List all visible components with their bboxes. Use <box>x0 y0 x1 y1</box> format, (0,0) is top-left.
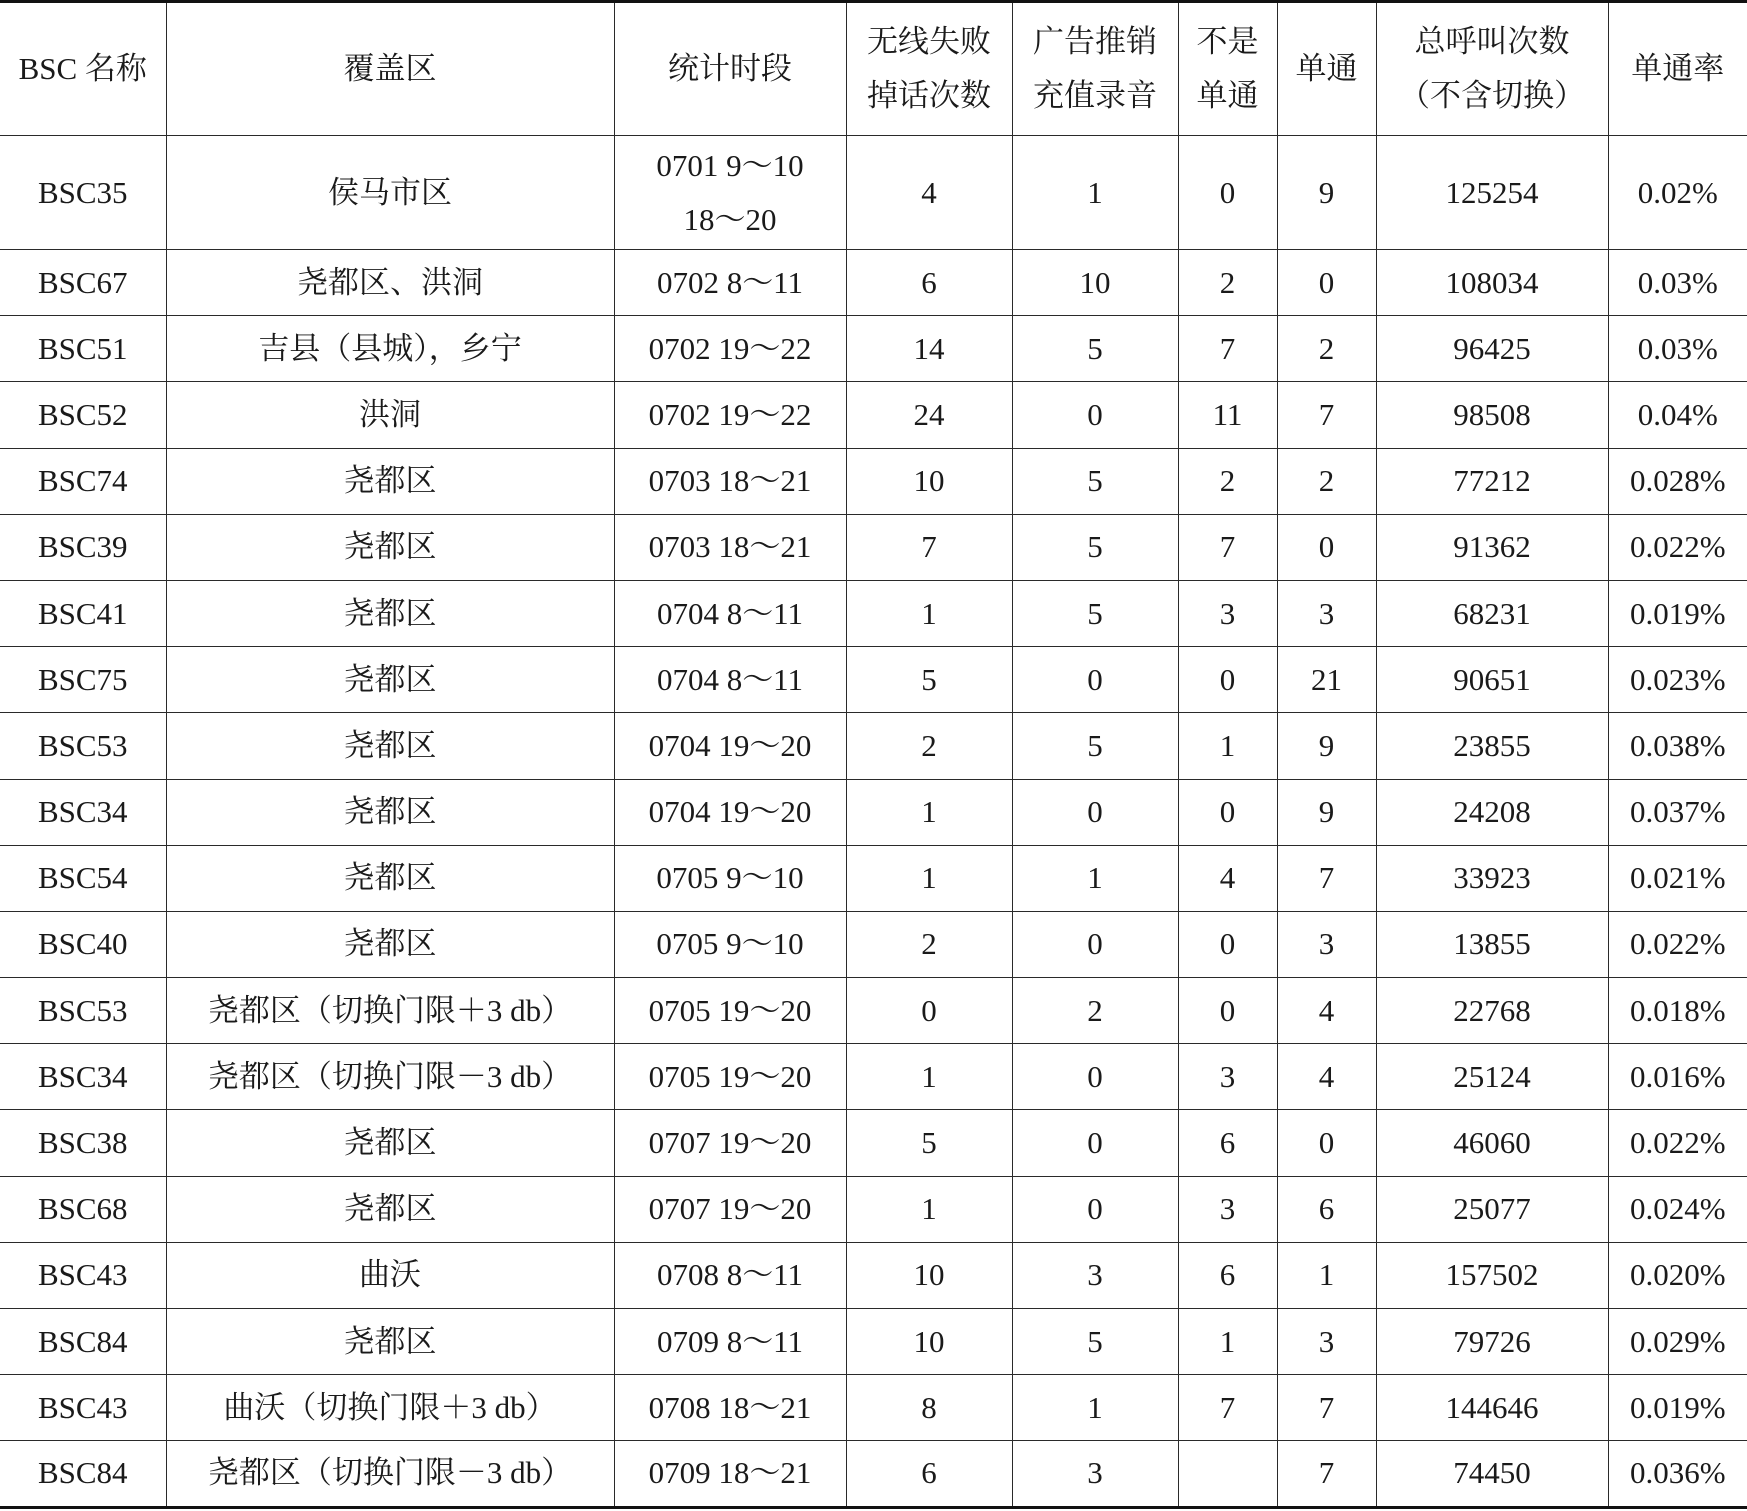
header-not-single-pass: 不是 单通 <box>1178 2 1277 136</box>
cell-not-single-pass <box>1178 1441 1277 1507</box>
cell-total-calls: 23855 <box>1376 713 1608 779</box>
cell-ad-promo-recording: 5 <box>1012 1309 1178 1375</box>
cell-single-pass-rate: 0.037% <box>1608 779 1747 845</box>
table-row <box>0 779 1747 845</box>
cell-ad-promo-recording: 1 <box>1012 845 1178 911</box>
cell-single-pass: 0 <box>1277 1110 1376 1176</box>
cell-not-single-pass: 3 <box>1178 1176 1277 1242</box>
cell-wireless-fail-drops: 4 <box>846 136 1012 250</box>
cell-single-pass: 7 <box>1277 1441 1376 1507</box>
cell-not-single-pass: 0 <box>1178 911 1277 977</box>
cell-wireless-fail-drops: 1 <box>846 1176 1012 1242</box>
cell-coverage-area: 尧都区 <box>166 911 614 977</box>
cell-total-calls: 90651 <box>1376 647 1608 713</box>
table-row <box>0 1242 1747 1308</box>
cell-single-pass: 7 <box>1277 382 1376 448</box>
header-row <box>0 2 1747 136</box>
cell-coverage-area: 尧都区 <box>166 580 614 646</box>
cell-coverage-area: 尧都区 <box>166 713 614 779</box>
cell-ad-promo-recording: 0 <box>1012 1044 1178 1110</box>
cell-single-pass-rate: 0.020% <box>1608 1242 1747 1308</box>
cell-ad-promo-recording: 0 <box>1012 1110 1178 1176</box>
table-row <box>0 1110 1747 1176</box>
cell-stat-period: 0705 9～10 <box>614 845 846 911</box>
cell-wireless-fail-drops: 2 <box>846 713 1012 779</box>
cell-single-pass: 9 <box>1277 713 1376 779</box>
cell-ad-promo-recording: 10 <box>1012 250 1178 316</box>
cell-wireless-fail-drops: 1 <box>846 580 1012 646</box>
cell-single-pass: 7 <box>1277 845 1376 911</box>
cell-total-calls: 25077 <box>1376 1176 1608 1242</box>
cell-coverage-area: 尧都区 <box>166 514 614 580</box>
header-stat-period: 统计时段 <box>614 2 846 136</box>
cell-stat-period: 0704 8～11 <box>614 580 846 646</box>
cell-not-single-pass: 2 <box>1178 448 1277 514</box>
cell-single-pass: 21 <box>1277 647 1376 713</box>
cell-total-calls: 74450 <box>1376 1441 1608 1507</box>
cell-single-pass: 3 <box>1277 580 1376 646</box>
table-row <box>0 713 1747 779</box>
cell-bsc-name: BSC35 <box>0 136 166 250</box>
cell-not-single-pass: 7 <box>1178 1375 1277 1441</box>
cell-stat-period: 0708 8～11 <box>614 1242 846 1308</box>
cell-wireless-fail-drops: 6 <box>846 1441 1012 1507</box>
cell-total-calls: 22768 <box>1376 978 1608 1044</box>
cell-single-pass-rate: 0.036% <box>1608 1441 1747 1507</box>
cell-not-single-pass: 4 <box>1178 845 1277 911</box>
cell-single-pass-rate: 0.021% <box>1608 845 1747 911</box>
header-ad-promo-recording: 广告推销 充值录音 <box>1012 2 1178 136</box>
cell-total-calls: 79726 <box>1376 1309 1608 1375</box>
cell-coverage-area: 吉县（县城），乡宁 <box>166 316 614 382</box>
cell-total-calls: 98508 <box>1376 382 1608 448</box>
table-row <box>0 911 1747 977</box>
table-row <box>0 647 1747 713</box>
cell-ad-promo-recording: 5 <box>1012 514 1178 580</box>
cell-stat-period: 0709 18～21 <box>614 1441 846 1507</box>
cell-single-pass-rate: 0.02% <box>1608 136 1747 250</box>
cell-coverage-area: 尧都区 <box>166 647 614 713</box>
cell-not-single-pass: 6 <box>1178 1242 1277 1308</box>
cell-stat-period: 0707 19～20 <box>614 1176 846 1242</box>
cell-stat-period: 0702 8～11 <box>614 250 846 316</box>
cell-single-pass-rate: 0.024% <box>1608 1176 1747 1242</box>
cell-stat-period: 0704 19～20 <box>614 779 846 845</box>
cell-stat-period: 0701 9～10 18～20 <box>614 136 846 250</box>
cell-total-calls: 33923 <box>1376 845 1608 911</box>
cell-not-single-pass: 0 <box>1178 647 1277 713</box>
cell-ad-promo-recording: 0 <box>1012 1176 1178 1242</box>
cell-not-single-pass: 7 <box>1178 514 1277 580</box>
table-row <box>0 1309 1747 1375</box>
cell-coverage-area: 洪洞 <box>166 382 614 448</box>
table-row <box>0 136 1747 250</box>
cell-single-pass-rate: 0.03% <box>1608 316 1747 382</box>
cell-not-single-pass: 0 <box>1178 978 1277 1044</box>
cell-not-single-pass: 11 <box>1178 382 1277 448</box>
cell-wireless-fail-drops: 1 <box>846 779 1012 845</box>
table-body <box>0 136 1747 1508</box>
table-row <box>0 1375 1747 1441</box>
cell-ad-promo-recording: 5 <box>1012 580 1178 646</box>
cell-ad-promo-recording: 0 <box>1012 911 1178 977</box>
cell-coverage-area: 尧都区 <box>166 1110 614 1176</box>
cell-wireless-fail-drops: 5 <box>846 1110 1012 1176</box>
cell-single-pass: 6 <box>1277 1176 1376 1242</box>
cell-single-pass: 4 <box>1277 978 1376 1044</box>
cell-stat-period: 0705 9～10 <box>614 911 846 977</box>
cell-wireless-fail-drops: 6 <box>846 250 1012 316</box>
table-row <box>0 514 1747 580</box>
header-single-pass-rate: 单通率 <box>1608 2 1747 136</box>
cell-total-calls: 91362 <box>1376 514 1608 580</box>
cell-coverage-area: 尧都区、洪洞 <box>166 250 614 316</box>
table-row <box>0 250 1747 316</box>
cell-single-pass: 9 <box>1277 136 1376 250</box>
cell-wireless-fail-drops: 2 <box>846 911 1012 977</box>
cell-total-calls: 96425 <box>1376 316 1608 382</box>
cell-ad-promo-recording: 5 <box>1012 448 1178 514</box>
cell-ad-promo-recording: 0 <box>1012 779 1178 845</box>
cell-single-pass-rate: 0.029% <box>1608 1309 1747 1375</box>
cell-coverage-area: 曲沃（切换门限＋3 db） <box>166 1375 614 1441</box>
cell-stat-period: 0707 19～20 <box>614 1110 846 1176</box>
cell-total-calls: 77212 <box>1376 448 1608 514</box>
cell-single-pass-rate: 0.038% <box>1608 713 1747 779</box>
cell-bsc-name: BSC43 <box>0 1242 166 1308</box>
cell-ad-promo-recording: 1 <box>1012 136 1178 250</box>
cell-total-calls: 108034 <box>1376 250 1608 316</box>
cell-not-single-pass: 0 <box>1178 136 1277 250</box>
cell-wireless-fail-drops: 8 <box>846 1375 1012 1441</box>
cell-wireless-fail-drops: 10 <box>846 1242 1012 1308</box>
cell-coverage-area: 尧都区（切换门限＋3 db） <box>166 978 614 1044</box>
cell-bsc-name: BSC53 <box>0 713 166 779</box>
cell-single-pass-rate: 0.023% <box>1608 647 1747 713</box>
header-coverage-area: 覆盖区 <box>166 2 614 136</box>
table-row <box>0 316 1747 382</box>
cell-total-calls: 68231 <box>1376 580 1608 646</box>
cell-stat-period: 0702 19～22 <box>614 382 846 448</box>
cell-single-pass: 4 <box>1277 1044 1376 1110</box>
cell-single-pass-rate: 0.022% <box>1608 911 1747 977</box>
cell-bsc-name: BSC40 <box>0 911 166 977</box>
cell-single-pass: 0 <box>1277 250 1376 316</box>
cell-ad-promo-recording: 0 <box>1012 382 1178 448</box>
cell-bsc-name: BSC41 <box>0 580 166 646</box>
cell-stat-period: 0703 18～21 <box>614 514 846 580</box>
cell-ad-promo-recording: 1 <box>1012 1375 1178 1441</box>
cell-single-pass-rate: 0.018% <box>1608 978 1747 1044</box>
cell-bsc-name: BSC75 <box>0 647 166 713</box>
cell-bsc-name: BSC54 <box>0 845 166 911</box>
cell-wireless-fail-drops: 14 <box>846 316 1012 382</box>
cell-not-single-pass: 1 <box>1178 713 1277 779</box>
cell-coverage-area: 尧都区 <box>166 448 614 514</box>
cell-single-pass: 2 <box>1277 316 1376 382</box>
cell-stat-period: 0704 19～20 <box>614 713 846 779</box>
cell-coverage-area: 尧都区（切换门限－3 db） <box>166 1044 614 1110</box>
table-row <box>0 382 1747 448</box>
cell-stat-period: 0702 19～22 <box>614 316 846 382</box>
cell-coverage-area: 尧都区 <box>166 845 614 911</box>
cell-stat-period: 0708 18～21 <box>614 1375 846 1441</box>
cell-bsc-name: BSC51 <box>0 316 166 382</box>
cell-bsc-name: BSC84 <box>0 1309 166 1375</box>
header-wireless-fail-drops: 无线失败 掉话次数 <box>846 2 1012 136</box>
cell-wireless-fail-drops: 1 <box>846 1044 1012 1110</box>
cell-wireless-fail-drops: 7 <box>846 514 1012 580</box>
cell-bsc-name: BSC67 <box>0 250 166 316</box>
cell-single-pass: 3 <box>1277 1309 1376 1375</box>
cell-wireless-fail-drops: 1 <box>846 845 1012 911</box>
cell-ad-promo-recording: 5 <box>1012 713 1178 779</box>
cell-total-calls: 144646 <box>1376 1375 1608 1441</box>
cell-single-pass-rate: 0.016% <box>1608 1044 1747 1110</box>
cell-not-single-pass: 0 <box>1178 779 1277 845</box>
cell-total-calls: 24208 <box>1376 779 1608 845</box>
cell-wireless-fail-drops: 10 <box>846 448 1012 514</box>
cell-single-pass-rate: 0.028% <box>1608 448 1747 514</box>
table-row <box>0 580 1747 646</box>
cell-wireless-fail-drops: 5 <box>846 647 1012 713</box>
cell-not-single-pass: 7 <box>1178 316 1277 382</box>
cell-ad-promo-recording: 0 <box>1012 647 1178 713</box>
cell-not-single-pass: 6 <box>1178 1110 1277 1176</box>
cell-wireless-fail-drops: 10 <box>846 1309 1012 1375</box>
cell-bsc-name: BSC43 <box>0 1375 166 1441</box>
cell-single-pass-rate: 0.019% <box>1608 580 1747 646</box>
cell-ad-promo-recording: 3 <box>1012 1441 1178 1507</box>
table-row <box>0 1044 1747 1110</box>
cell-total-calls: 157502 <box>1376 1242 1608 1308</box>
cell-total-calls: 25124 <box>1376 1044 1608 1110</box>
cell-total-calls: 13855 <box>1376 911 1608 977</box>
cell-not-single-pass: 3 <box>1178 1044 1277 1110</box>
cell-not-single-pass: 2 <box>1178 250 1277 316</box>
header-single-pass: 单通 <box>1277 2 1376 136</box>
cell-stat-period: 0704 8～11 <box>614 647 846 713</box>
table-row <box>0 845 1747 911</box>
cell-single-pass-rate: 0.022% <box>1608 1110 1747 1176</box>
header-bsc-name: BSC 名称 <box>0 2 166 136</box>
cell-stat-period: 0709 8～11 <box>614 1309 846 1375</box>
cell-single-pass: 3 <box>1277 911 1376 977</box>
cell-bsc-name: BSC68 <box>0 1176 166 1242</box>
cell-single-pass-rate: 0.022% <box>1608 514 1747 580</box>
table-row <box>0 1176 1747 1242</box>
cell-single-pass-rate: 0.019% <box>1608 1375 1747 1441</box>
cell-bsc-name: BSC74 <box>0 448 166 514</box>
cell-coverage-area: 侯马市区 <box>166 136 614 250</box>
header-total-calls: 总呼叫次数 （不含切换） <box>1376 2 1608 136</box>
cell-single-pass-rate: 0.04% <box>1608 382 1747 448</box>
cell-single-pass: 1 <box>1277 1242 1376 1308</box>
cell-single-pass-rate: 0.03% <box>1608 250 1747 316</box>
table-row <box>0 448 1747 514</box>
cell-not-single-pass: 1 <box>1178 1309 1277 1375</box>
cell-bsc-name: BSC52 <box>0 382 166 448</box>
cell-single-pass: 2 <box>1277 448 1376 514</box>
cell-bsc-name: BSC38 <box>0 1110 166 1176</box>
cell-stat-period: 0705 19～20 <box>614 1044 846 1110</box>
table-row <box>0 1441 1747 1507</box>
cell-stat-period: 0705 19～20 <box>614 978 846 1044</box>
cell-ad-promo-recording: 5 <box>1012 316 1178 382</box>
cell-single-pass: 0 <box>1277 514 1376 580</box>
cell-wireless-fail-drops: 0 <box>846 978 1012 1044</box>
cell-bsc-name: BSC34 <box>0 1044 166 1110</box>
cell-not-single-pass: 3 <box>1178 580 1277 646</box>
cell-wireless-fail-drops: 24 <box>846 382 1012 448</box>
table-row <box>0 978 1747 1044</box>
cell-coverage-area: 尧都区 <box>166 779 614 845</box>
cell-coverage-area: 尧都区（切换门限－3 db） <box>166 1441 614 1507</box>
cell-ad-promo-recording: 2 <box>1012 978 1178 1044</box>
cell-total-calls: 125254 <box>1376 136 1608 250</box>
cell-bsc-name: BSC39 <box>0 514 166 580</box>
cell-single-pass: 7 <box>1277 1375 1376 1441</box>
cell-coverage-area: 曲沃 <box>166 1242 614 1308</box>
cell-total-calls: 46060 <box>1376 1110 1608 1176</box>
cell-bsc-name: BSC34 <box>0 779 166 845</box>
cell-coverage-area: 尧都区 <box>166 1309 614 1375</box>
cell-bsc-name: BSC53 <box>0 978 166 1044</box>
cell-coverage-area: 尧都区 <box>166 1176 614 1242</box>
cell-single-pass: 9 <box>1277 779 1376 845</box>
cell-bsc-name: BSC84 <box>0 1441 166 1507</box>
cell-ad-promo-recording: 3 <box>1012 1242 1178 1308</box>
cell-stat-period: 0703 18～21 <box>614 448 846 514</box>
